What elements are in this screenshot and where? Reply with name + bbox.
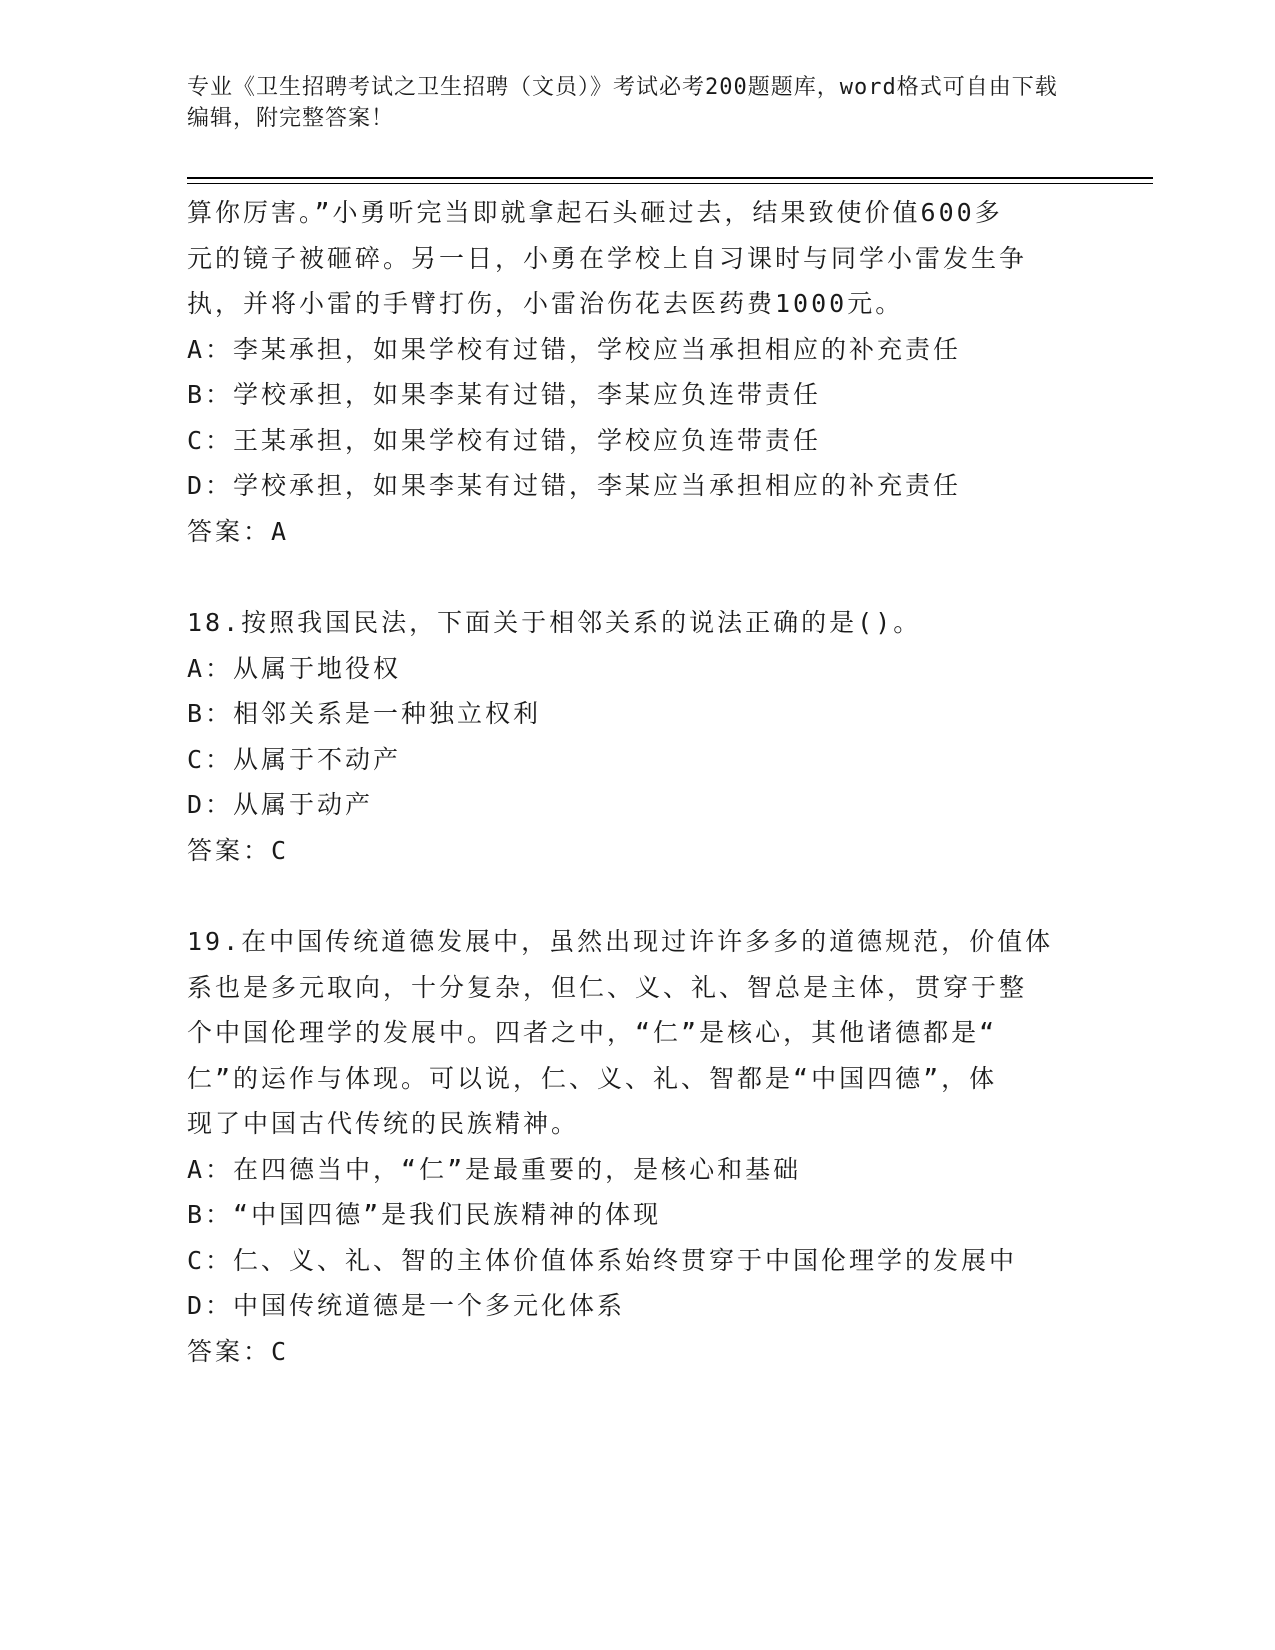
question-19 (187, 919, 1087, 1374)
option-d: D：从属于动产 (187, 790, 374, 819)
spacer (187, 554, 1087, 600)
question-17-continuation (187, 190, 1087, 554)
question-text-line: 元的镜子被砸碎。另一日，小勇在学校上自习课时与同学小雷发生争 (187, 243, 1028, 273)
question-text-line: 个中国伦理学的发展中。四者之中，“仁”是核心，其他诸德都是“ (187, 1018, 998, 1047)
option-b: B：相邻关系是一种独立权利 (187, 699, 542, 728)
option-a: A：在四德当中，“仁”是最重要的，是核心和基础 (187, 1154, 802, 1184)
option-b: B：学校承担，如果李某有过错，李某应负连带责任 (187, 380, 822, 409)
question-text-line: 系也是多元取向，十分复杂，但仁、义、礼、智总是主体，贯穿于整 (187, 972, 1028, 1002)
question-text-line: 算你厉害。”小勇听完当即就拿起石头砸过去，结果致使价值600多 (187, 198, 1003, 227)
question-18 (187, 600, 1087, 873)
document-header (187, 72, 1067, 134)
option-d: D：中国传统道德是一个多元化体系 (187, 1291, 626, 1320)
header-rule-thick (187, 177, 1153, 179)
answer-line: 答案：C (187, 1336, 290, 1366)
document-body (187, 190, 1087, 1374)
answer-line: 答案：C (187, 835, 290, 865)
option-a: A：从属于地役权 (187, 653, 402, 683)
option-a: A：李某承担，如果学校有过错，学校应当承担相应的补充责任 (187, 334, 962, 364)
option-c: C：仁、义、礼、智的主体价值体系始终贯穿于中国伦理学的发展中 (187, 1245, 1018, 1275)
option-c: C：王某承担，如果学校有过错，学校应负连带责任 (187, 425, 822, 455)
answer-line: 答案：A (187, 516, 290, 546)
header-rule-thin (187, 183, 1153, 184)
question-text-line: 执，并将小雷的手臂打伤，小雷治伤花去医药费1000元。 (187, 289, 904, 318)
option-c: C：从属于不动产 (187, 744, 402, 774)
question-text-line: 现了中国古代传统的民族精神。 (187, 1109, 580, 1138)
option-d: D：学校承担，如果李某有过错，李某应当承担相应的补充责任 (187, 471, 962, 500)
question-text-line: 19.在中国传统道德发展中，虽然出现过许许多多的道德规范，价值体 (187, 927, 1054, 956)
spacer (187, 873, 1087, 919)
question-text-line: 仁”的运作与体现。可以说，仁、义、礼、智都是“中国四德”，体 (187, 1063, 998, 1093)
option-b: B：“中国四德”是我们民族精神的体现 (187, 1200, 662, 1229)
header-title: 专业《卫生招聘考试之卫生招聘（文员）》考试必考200题题库，word格式可自由下载编辑，附完整答案！ (187, 75, 1058, 131)
question-text-line: 18.按照我国民法，下面关于相邻关系的说法正确的是()。 (187, 608, 922, 637)
